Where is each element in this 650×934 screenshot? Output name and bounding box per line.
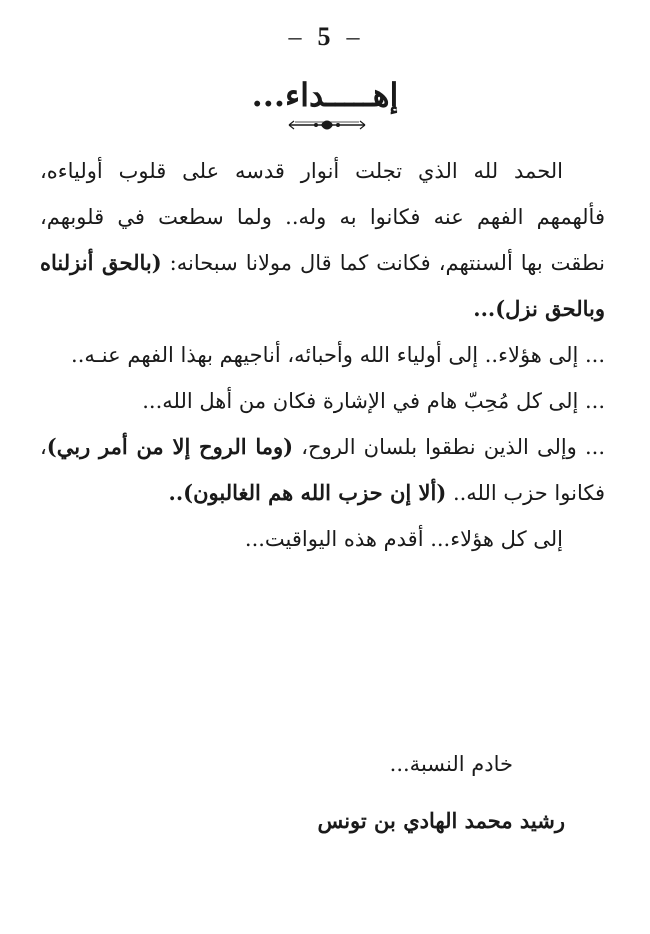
page-number-dash-right: –	[346, 22, 362, 51]
decorative-divider-icon	[287, 116, 367, 134]
dedication-title: إهـــــداء...	[251, 76, 399, 114]
paragraph-text: ... إلى كل مُحِبّ هام في الإشارة فكان من أهل الله...	[142, 389, 605, 413]
dedication-body	[40, 148, 605, 562]
paragraph-text: إلى كل هؤلاء... أقدم هذه اليواقيت...	[244, 527, 563, 551]
paragraph-to-lovers	[40, 378, 605, 424]
paragraph-text: الحمد لله الذي تجلت أنوار قدسه على قلوب أولياءه، فألهمهم الفهم عنه فكانوا به وله.. ولما سطعت في قلوبهم، نطقت بها ألسنتهم، فكانت كما قال مولانا سبحانه:	[40, 159, 605, 275]
paragraph-closing	[40, 516, 605, 562]
quran-quote: (ألا إن حزب الله هم الغالبون)..	[168, 480, 447, 505]
quran-quote: (وما الروح إلا من أمر ربي)	[46, 434, 294, 459]
paragraph-to-saints	[40, 332, 605, 378]
signature-name: رشيد محمد الهادي بن تونس	[317, 808, 565, 833]
paragraph-text: ، فكانوا حزب الله..	[40, 435, 605, 505]
page-number	[0, 22, 650, 52]
paragraph-text: ... إلى هؤلاء.. إلى أولياء الله وأحبائه، أناجيهم بهذا الفهم عنـه..	[71, 343, 605, 367]
signature-role: خادم النسبة...	[389, 752, 513, 776]
page-number-dash-left: –	[288, 22, 304, 51]
page-number-value: 5	[317, 22, 333, 51]
paragraph-opening	[40, 148, 605, 332]
paragraph-text: ... وإلى الذين نطقوا بلسان الروح،	[293, 435, 605, 459]
quran-quote: (بالحق أنزلناه وبالحق نزل)...	[40, 250, 605, 321]
paragraph-to-spirit	[40, 424, 605, 516]
